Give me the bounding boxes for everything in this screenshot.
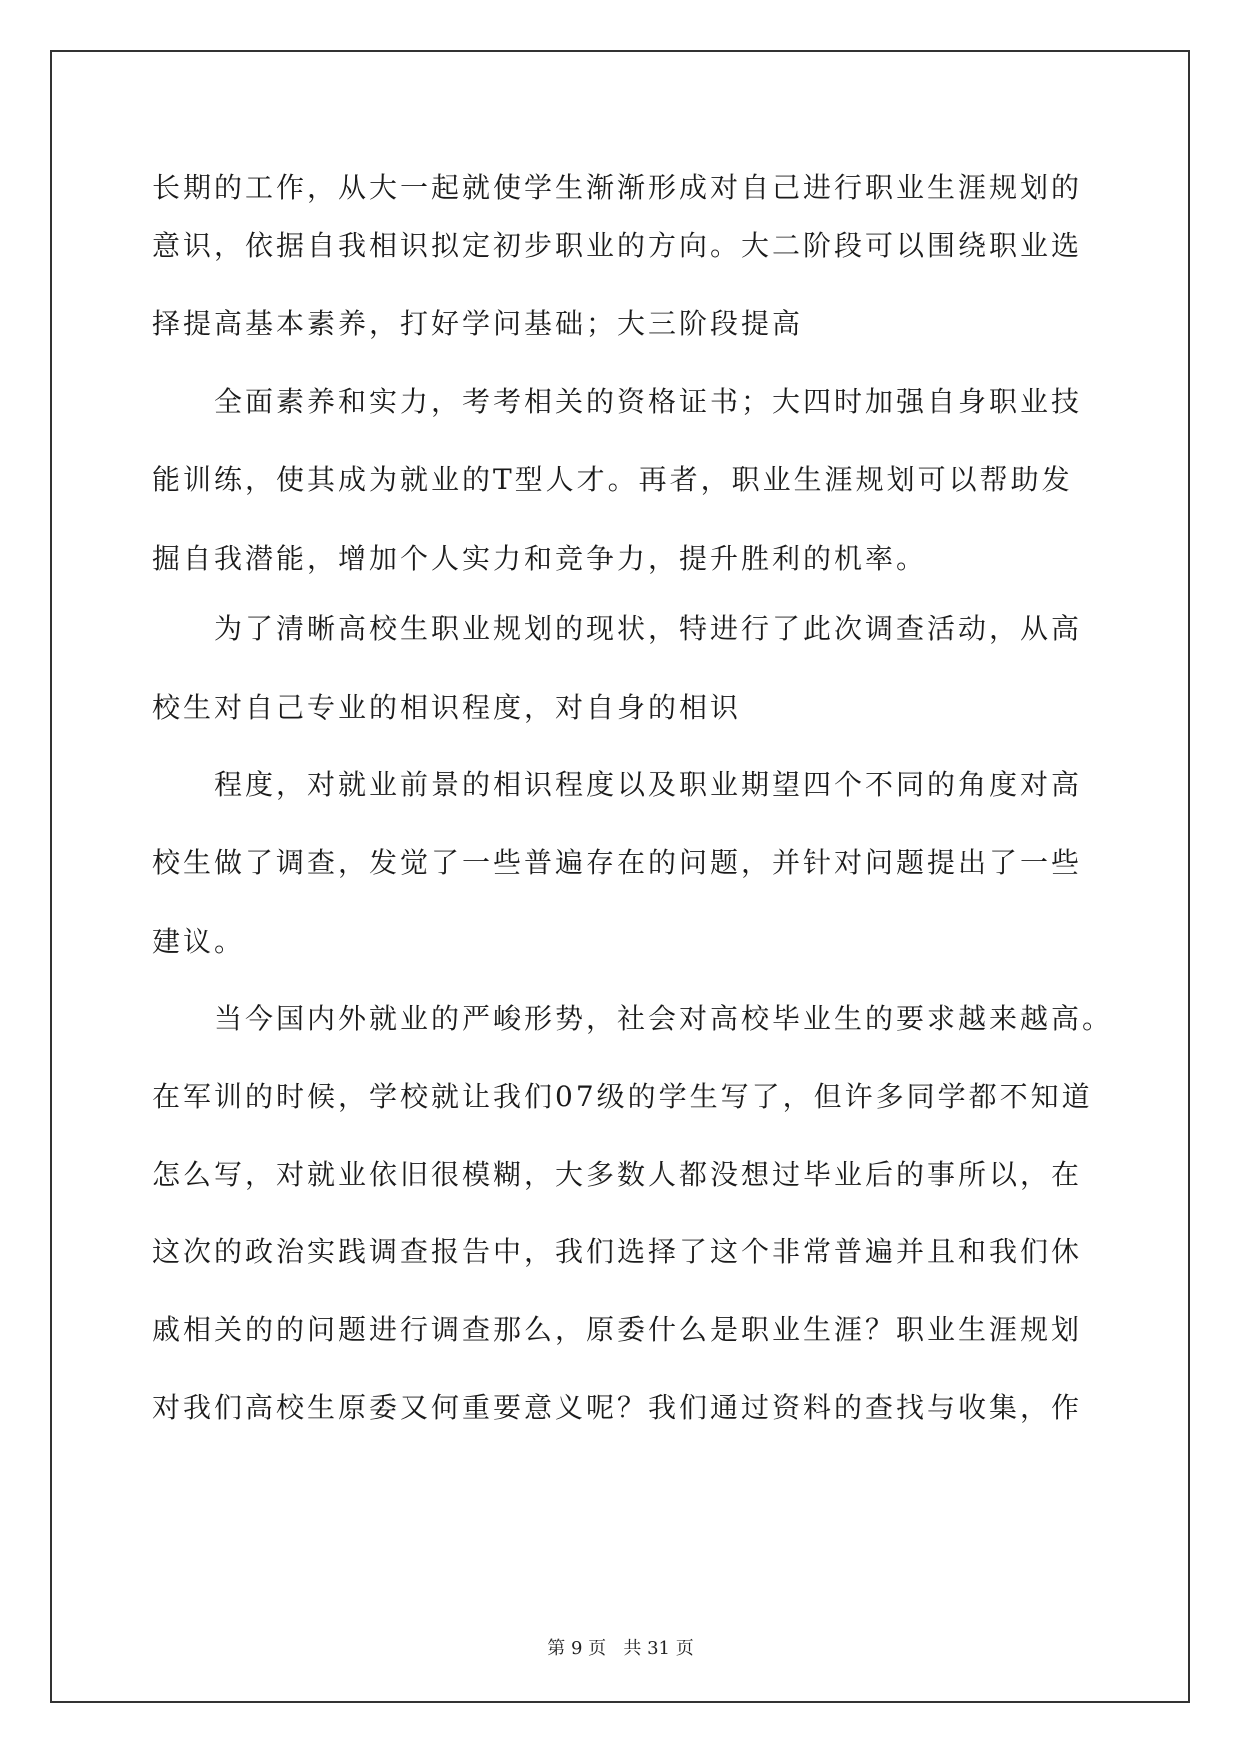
body-line: 全面素养和实力，考考相关的资格证书；大四时加强自身职业技 [214, 385, 1083, 418]
body-line: 在军训的时候，学校就让我们07级的学生写了，但许多同学都不知道 [152, 1080, 1093, 1113]
body-line: 这次的政治实践调查报告中，我们选择了这个非常普遍并且和我们休 [152, 1235, 1083, 1268]
body-line: 当今国内外就业的严峻形势，社会对高校毕业生的要求越来越高。 [214, 1002, 1114, 1035]
body-line: 择提高基本素养，打好学问基础；大三阶段提高 [152, 307, 804, 340]
body-line: 校生对自己专业的相识程度，对自身的相识 [152, 691, 742, 724]
body-line: 为了清晰高校生职业规划的现状，特进行了此次调查活动，从高 [214, 612, 1083, 645]
body-line: 对我们高校生原委又何重要意义呢？我们通过资料的查找与收集，作 [152, 1391, 1083, 1424]
body-line: 建议。 [152, 925, 246, 958]
body-line: 程度，对就业前景的相识程度以及职业期望四个不同的角度对高 [214, 768, 1083, 801]
body-line: 掘自我潜能，增加个人实力和竞争力，提升胜利的机率。 [152, 542, 928, 575]
body-line: 意识，依据自我相识拟定初步职业的方向。大二阶段可以围绕职业选 [152, 229, 1083, 262]
body-line: 戚相关的的问题进行调查那么，原委什么是职业生涯？职业生涯规划 [152, 1313, 1083, 1346]
body-line: 长期的工作，从大一起就使学生渐渐形成对自己进行职业生涯规划的 [152, 171, 1083, 204]
body-line: 能训练，使其成为就业的T型人才。再者，职业生涯规划可以帮助发 [152, 463, 1073, 496]
body-line: 校生做了调查，发觉了一些普遍存在的问题，并针对问题提出了一些 [152, 846, 1083, 879]
page-total: 共 31 页 [623, 1638, 694, 1659]
page-footer [0, 1634, 1241, 1660]
footer-gap [606, 1638, 623, 1659]
body-line: 怎么写，对就业依旧很模糊，大多数人都没想过毕业后的事所以，在 [152, 1158, 1083, 1191]
page-number: 第 9 页 [547, 1638, 607, 1659]
